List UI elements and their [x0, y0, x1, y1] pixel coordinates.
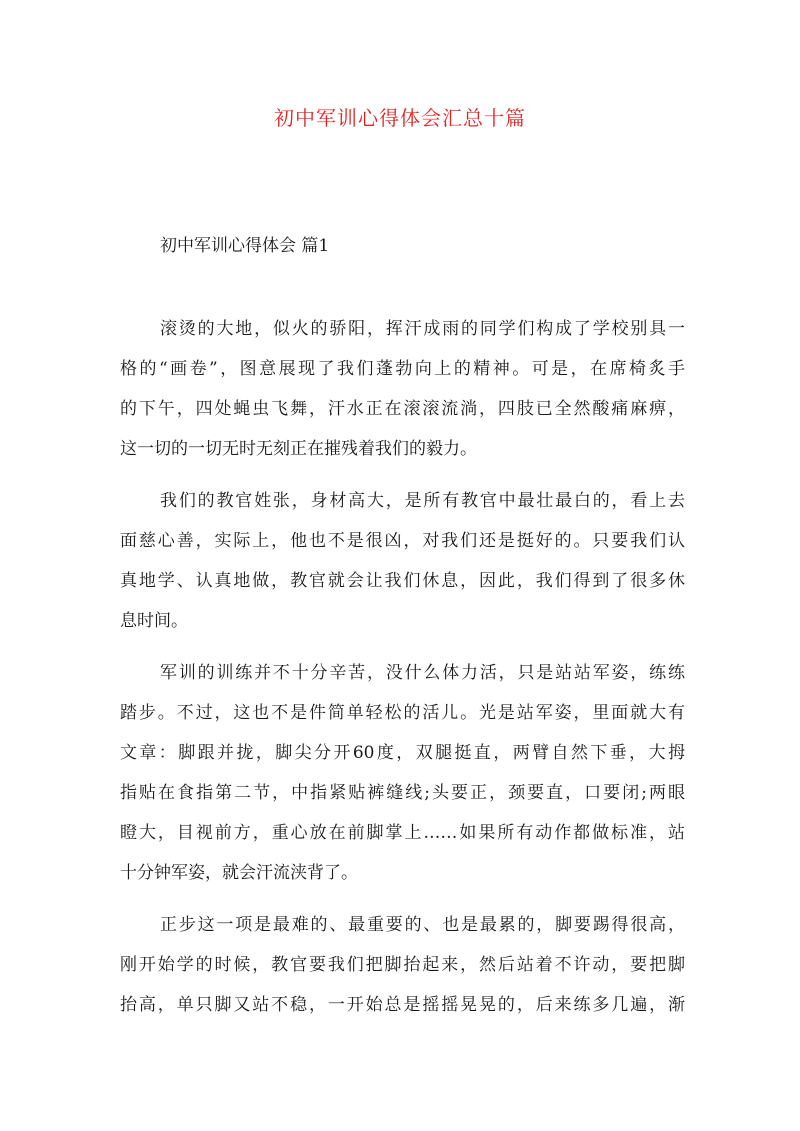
paragraph-3	[120, 653, 685, 893]
paragraph-line: 十分钟军姿，就会汗流浃背了。	[120, 863, 358, 883]
section-heading: 初中军训心得体会 篇1	[160, 236, 330, 256]
paragraph-1	[120, 309, 685, 469]
paragraph-2	[120, 481, 685, 641]
paragraph-line: 这一切的一切无时无刻正在摧残着我们的毅力。	[120, 439, 477, 459]
paragraph-line: 指贴在食指第二节，中指紧贴裤缝线;头要正，颈要直，口要闭;两眼	[120, 783, 685, 803]
paragraph-line: 滚烫的大地，似火的骄阳，挥汗成雨的同学们构成了学校别具一	[160, 319, 685, 339]
paragraph-line: 真地学、认真地做，教官就会让我们休息，因此，我们得到了很多休	[120, 571, 685, 591]
paragraph-line: 息时间。	[120, 611, 188, 631]
paragraph-line: 军训的训练并不十分辛苦，没什么体力活，只是站站军姿，练练	[160, 663, 685, 683]
paragraph-line: 瞪大，目视前方，重心放在前脚掌上……如果所有动作都做标准，站	[120, 823, 685, 843]
document-body	[120, 309, 685, 1037]
paragraph-line: 文章：脚跟并拢，脚尖分开60度，双腿挺直，两臂自然下垂，大拇	[120, 743, 685, 763]
paragraph-line: 踏步。不过，这也不是件简单轻松的活儿。光是站军姿，里面就大有	[120, 703, 685, 723]
paragraph-line: 抬高，单只脚又站不稳，一开始总是摇摇晃晃的，后来练多几遍，渐	[120, 995, 685, 1015]
document-title: 初中军训心得体会汇总十篇	[274, 106, 526, 130]
paragraph-4	[120, 905, 685, 1025]
paragraph-line: 刚开始学的时候，教官要我们把脚抬起来，然后站着不许动，要把脚	[120, 955, 685, 975]
paragraph-line: 正步这一项是最难的、最重要的、也是最累的，脚要踢得很高，	[160, 915, 685, 935]
paragraph-line: 面慈心善，实际上，他也不是很凶，对我们还是挺好的。只要我们认	[120, 531, 685, 551]
paragraph-line: 我们的教官姓张，身材高大，是所有教官中最壮最白的，看上去	[160, 491, 685, 511]
paragraph-line: 的下午，四处蝇虫飞舞，汗水正在滚滚流淌，四肢已全然酸痛麻痹，	[120, 399, 685, 419]
paragraph-line: 格的“画卷”，图意展现了我们蓬勃向上的精神。可是，在席椅炙手	[120, 359, 685, 379]
